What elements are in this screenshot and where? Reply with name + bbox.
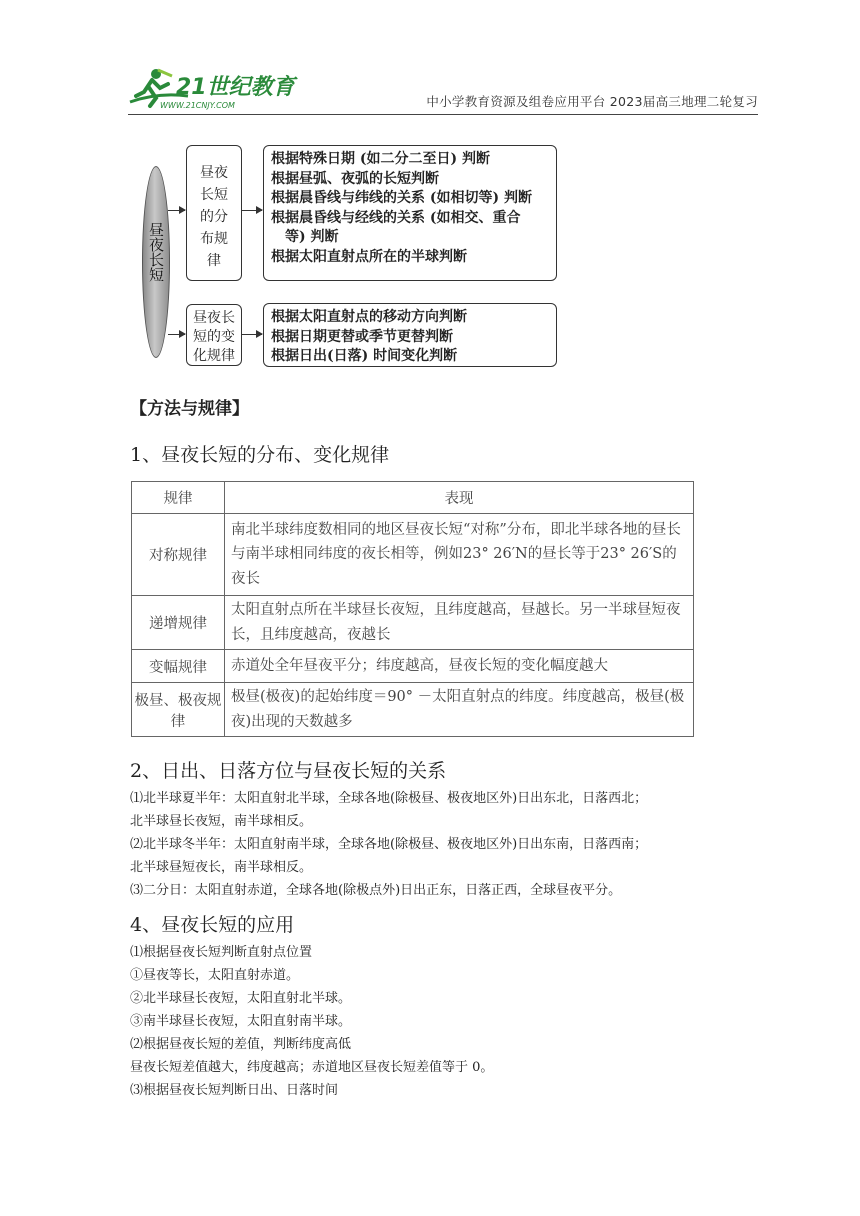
table-row — [132, 514, 694, 596]
branch2-label-box — [186, 304, 242, 366]
logo-url: WWW.21CNJY.COM — [160, 101, 235, 110]
root-label: 昼夜长短 — [147, 222, 165, 282]
paragraph-line: ⑶根据昼夜长短判断日出、日落时间 — [130, 1083, 339, 1098]
paragraph-line: ⑵根据昼夜长短的差值，判断纬度高低 — [130, 1037, 352, 1052]
branch1-label-line: 的分 — [200, 209, 228, 225]
branch1-label-box — [186, 145, 242, 281]
paragraph-line: ①昼夜等长，太阳直射赤道。 — [130, 968, 300, 983]
paragraph-line: ②北半球昼长夜短，太阳直射北半球。 — [130, 991, 352, 1006]
paragraph-line: ⑴根据昼夜长短判断直射点位置 — [130, 945, 313, 960]
branch1-item: 根据晨昏线与纬线的关系 (如相切等) 判断 — [271, 190, 532, 206]
header-title: 中小学教育资源及组卷应用平台 2023届高三地理二轮复习 — [426, 94, 758, 109]
section3-body — [130, 941, 493, 1102]
rule-desc: 极昼(极夜)的起始纬度＝90° －太阳直射点的纬度。纬度越高，极昼(极夜)出现的天数越多 — [225, 683, 694, 737]
branch1-label-line: 昼夜 — [200, 165, 228, 181]
branch2-item: 根据日出(日落) 时间变化判断 — [271, 348, 458, 364]
rule-name: 变幅规律 — [132, 650, 225, 683]
arrow-icon — [242, 334, 262, 335]
rules-table — [131, 481, 694, 737]
paragraph-line: ⑵北半球冬半年：太阳直射南半球，全球各地(除极昼、极夜地区外)日出东南，日落西南； — [130, 837, 648, 852]
branch2-item: 根据日期更替或季节更替判断 — [271, 328, 453, 345]
concept-diagram — [128, 138, 568, 368]
table-row — [132, 596, 694, 650]
method-heading: 【方法与规律】 — [130, 399, 249, 419]
section1-title: 1、昼夜长短的分布、变化规律 — [130, 444, 390, 466]
paragraph-line: 昼夜长短差值越大，纬度越高；赤道地区昼夜长短差值等于 0。 — [130, 1060, 494, 1075]
paragraph-line: 北半球昼短夜长，南半球相反。 — [130, 860, 313, 875]
branch1-item: 根据昼弧、夜弧的长短判断 — [271, 170, 439, 187]
branch2-label-line: 昼夜长 — [193, 310, 235, 326]
branch1-label-line: 律 — [207, 253, 221, 269]
rule-desc: 太阳直射点所在半球昼长夜短，且纬度越高，昼越长。另一半球昼短夜长，且纬度越高，夜越长 — [225, 596, 694, 650]
paragraph-line: ⑶二分日：太阳直射赤道，全球各地(除极点外)日出正东，日落正西，全球昼夜平分。 — [130, 883, 622, 898]
table-header: 规律 — [132, 482, 225, 514]
branch1-item: 根据太阳直射点所在的半球判断 — [271, 248, 467, 265]
rule-name: 极昼、极夜规律 — [132, 683, 225, 737]
section2-title: 2、日出、日落方位与昼夜长短的关系 — [130, 760, 447, 782]
rule-desc: 南北半球纬度数相同的地区昼夜长短“对称”分布，即北半球各地的昼长与南半球相同纬度的夜长相等，例如23° 26′N的昼长等于23° 26′S的夜长 — [225, 514, 694, 596]
branch2-items-box — [263, 303, 557, 367]
page-header — [128, 62, 758, 115]
table-row — [132, 650, 694, 683]
section2-body — [130, 787, 647, 902]
branch2-item: 根据太阳直射点的移动方向判断 — [271, 309, 467, 325]
table-header: 表现 — [225, 482, 694, 514]
branch1-item: 等) 判断 — [285, 229, 339, 245]
logo-21cnjy — [128, 66, 298, 112]
arrow-icon — [168, 334, 185, 335]
arrow-icon — [168, 210, 185, 211]
arrow-icon — [242, 210, 262, 211]
rule-name: 对称规律 — [132, 514, 225, 596]
branch2-label-line: 化规律 — [193, 348, 235, 364]
table-header-row — [132, 482, 694, 514]
branch1-item: 根据特殊日期 (如二分二至日) 判断 — [271, 151, 490, 167]
branch1-label-line: 长短 — [200, 187, 228, 203]
section3-title: 4、昼夜长短的应用 — [130, 914, 295, 936]
paragraph-line: ⑴北半球夏半年：太阳直射北半球，全球各地(除极昼、极夜地区外)日出东北，日落西北； — [130, 791, 648, 806]
branch1-label-line: 布规 — [200, 231, 228, 247]
branch1-items-box — [263, 145, 557, 281]
logo-text: 21世纪教育 — [176, 75, 295, 100]
rule-name: 递增规律 — [132, 596, 225, 650]
paragraph-line: 北半球昼长夜短，南半球相反。 — [130, 814, 313, 829]
branch1-item: 根据晨昏线与经线的关系 (如相交、重合 — [271, 209, 521, 226]
paragraph-line: ③南半球昼长夜短，太阳直射南半球。 — [130, 1014, 352, 1029]
rule-desc: 赤道处全年昼夜平分；纬度越高，昼夜长短的变化幅度越大 — [225, 650, 694, 683]
branch2-label-line: 短的变 — [193, 329, 235, 345]
table-row — [132, 683, 694, 737]
